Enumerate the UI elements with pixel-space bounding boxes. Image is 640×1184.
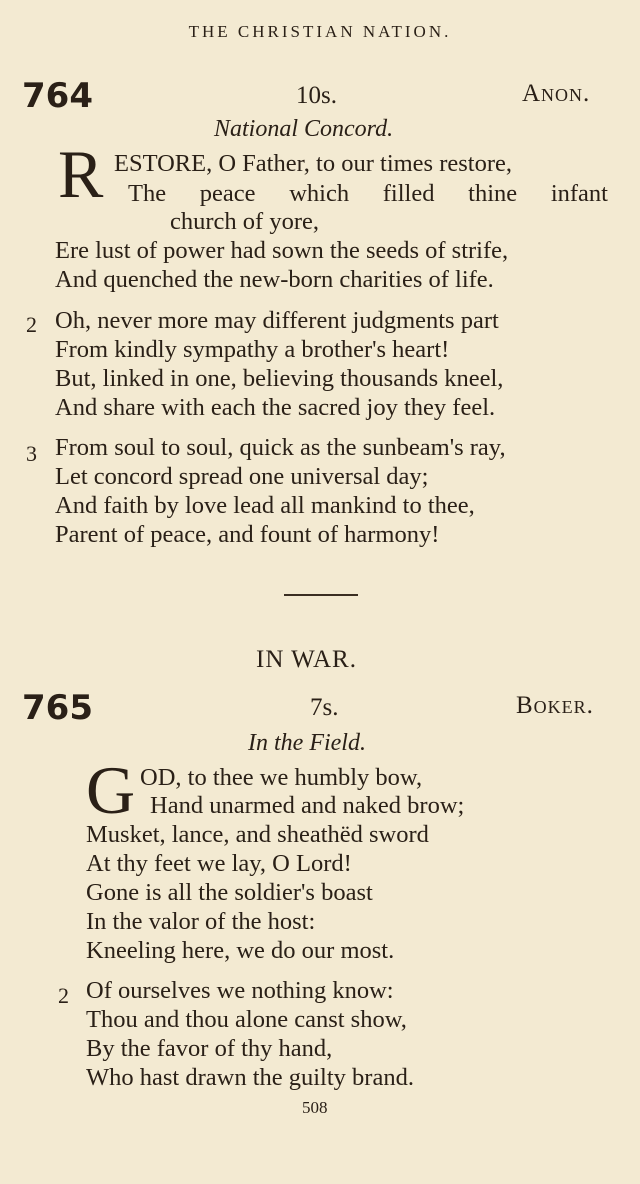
hymn-765-v2-line-3: By the favor of thy hand, [86, 1035, 333, 1062]
hymn-765-v1-line-1: OD, to thee we humbly bow, [140, 764, 423, 791]
hymn-764-v1-line-5: And quenched the new-born charities of life. [55, 266, 494, 293]
hymn-764-v1-line-2: The peace which filled thine infant [128, 180, 608, 207]
hymn-number-765: 765 [22, 688, 93, 728]
hymn-764-verse-2-number: 2 [26, 312, 37, 337]
hymn-765-v1-line-3: Musket, lance, and sheathëd sword [86, 821, 429, 848]
hymn-765-v1-line-6: In the valor of the host: [86, 908, 316, 935]
hymn-764-verse-3-number: 3 [26, 441, 37, 466]
section-divider [284, 594, 358, 596]
hymn-764-v3-line-3: And faith by love lead all mankind to thee, [55, 492, 475, 519]
hymn-764-v3-line-1: From soul to soul, quick as the sunbeam's ray, [55, 434, 506, 461]
hymn-765-subtitle: In the Field. [248, 730, 366, 756]
hymn-764-author: Anon. [522, 80, 591, 107]
hymn-765-v2-line-4: Who hast drawn the guilty brand. [86, 1064, 414, 1091]
hymn-764-v2-line-2: From kindly sympathy a brother's heart! [55, 336, 450, 363]
hymn-764-v1-line-3: church of yore, [170, 208, 319, 235]
hymn-765-meter: 7s. [310, 694, 339, 721]
hymn-764-v1-line-1: ESTORE, O Father, to our times restore, [114, 150, 512, 177]
running-head: THE CHRISTIAN NATION. [188, 22, 452, 41]
section-title: IN WAR. [256, 646, 357, 673]
hymn-764-subtitle: National Concord. [214, 116, 394, 142]
hymn-765-verse-2-number: 2 [58, 983, 69, 1008]
hymn-764-v3-line-4: Parent of peace, and fount of harmony! [55, 521, 440, 548]
hymn-764-dropcap: R [58, 136, 104, 212]
hymn-765-v1-line-4: At thy feet we lay, O Lord! [86, 850, 352, 877]
hymn-764-v1-line-4: Ere lust of power had sown the seeds of strife, [55, 237, 509, 264]
hymn-number-764: 764 [22, 76, 93, 116]
hymn-764-v2-line-1: Oh, never more may different judgments part [55, 307, 499, 334]
hymn-764-v2-line-4: And share with each the sacred joy they feel. [55, 394, 496, 421]
hymn-764-v2-line-3: But, linked in one, believing thousands kneel, [55, 365, 504, 392]
page-number: 508 [302, 1098, 328, 1117]
hymn-765-v2-line-2: Thou and thou alone canst show, [86, 1006, 407, 1033]
hymn-765-v2-line-1: Of ourselves we nothing know: [86, 977, 394, 1004]
hymn-765-author: Boker. [516, 692, 594, 719]
hymn-765-v1-line-7: Kneeling here, we do our most. [86, 937, 395, 964]
hymn-765-dropcap: G [86, 752, 136, 828]
hymn-765-v1-line-5: Gone is all the soldier's boast [86, 879, 373, 906]
hymn-765-v1-line-2: Hand unarmed and naked brow; [150, 792, 465, 819]
hymn-764-meter: 10s. [296, 82, 337, 109]
hymn-764-v3-line-2: Let concord spread one universal day; [55, 463, 429, 490]
